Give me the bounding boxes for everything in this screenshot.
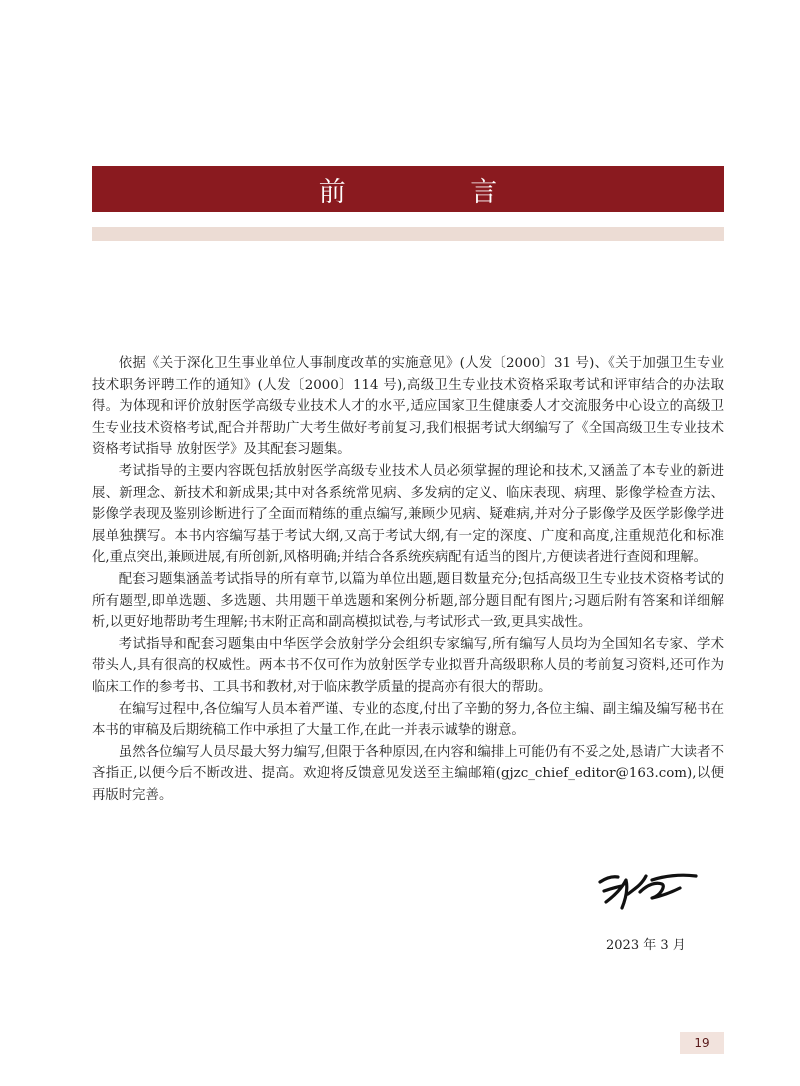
preface-body (92, 353, 724, 806)
page-number-badge (680, 1032, 724, 1054)
page-title: 前 言 (318, 176, 556, 208)
handwritten-signature (592, 858, 702, 918)
paragraph-1: 依据《关于深化卫生事业单位人事制度改革的实施意见》(人发〔2000〕31 号)、《关于加强卫生专业技术职务评聘工作的通知》(人发〔2000〕114 号),高级卫生专业技术资格采取考试和评审结合的办法取得。为体现和评价放射医学高级专业技术人才的水平,适应国家卫生健康委人才交流服务中心设立的高级卫生专业技术资格考试,配合并帮助广大考生做好考前复习,我们根据考试大纲编写了《全国高级卫生专业技术资格考试指导 放射医学》及其配套习题集。 (92, 356, 724, 458)
paragraph-6: 虽然各位编写人员尽最大努力编写,但限于各种原因,在内容和编排上可能仍有不妥之处,恳请广大读者不吝指正,以便今后不断改进、提高。欢迎将反馈意见发送至主编邮箱(gjzc_chief_editor@163.com),以便再版时完善。 (92, 744, 724, 803)
signature-date: 2023 年 3 月 (606, 938, 686, 953)
paragraph-2: 考试指导的主要内容既包括放射医学高级专业技术人员必须掌握的理论和技术,又涵盖了本专业的新进展、新理念、新技术和新成果;其中对各系统常见病、多发病的定义、临床表现、病理、影像学检查方法、影像学表现及鉴别诊断进行了全面而精练的重点编写,兼顾少见病、疑难病,并对分子影像学及医学影像学进展单独撰写。本书内容编写基于考试大纲,又高于考试大纲,有一定的深度、广度和高度,注重规范化和标准化,重点突出,兼顾进展,有所创新,风格明确;并结合各系统疾病配有适当的图片,方便读者进行查阅和理解。 (92, 463, 724, 566)
page-number: 19 (694, 1036, 710, 1050)
decorative-divider (92, 227, 724, 241)
paragraph-5: 在编写过程中,各位编写人员本着严谨、专业的态度,付出了辛勤的努力,各位主编、副主编及编写秘书在本书的审稿及后期统稿工作中承担了大量工作,在此一并表示诚挚的谢意。 (92, 701, 724, 739)
paragraph-4: 考试指导和配套习题集由中华医学会放射学分会组织专家编写,所有编写人员均为全国知名专家、学术带头人,具有很高的权威性。两本书不仅可作为放射医学专业拟晋升高级职称人员的考前复习资料,还可作为临床工作的参考书、工具书和教材,对于临床教学质量的提高亦有很大的帮助。 (92, 636, 724, 695)
title-banner (92, 166, 724, 212)
paragraph-3: 配套习题集涵盖考试指导的所有章节,以篇为单位出题,题目数量充分;包括高级卫生专业技术资格考试的所有题型,即单选题、多选题、共用题干单选题和案例分析题,部分题目配有图片;习题后附有答案和详细解析,以更好地帮助考生理解;书末附正高和副高模拟试卷,与考试形式一致,更具实战性。 (92, 571, 724, 631)
